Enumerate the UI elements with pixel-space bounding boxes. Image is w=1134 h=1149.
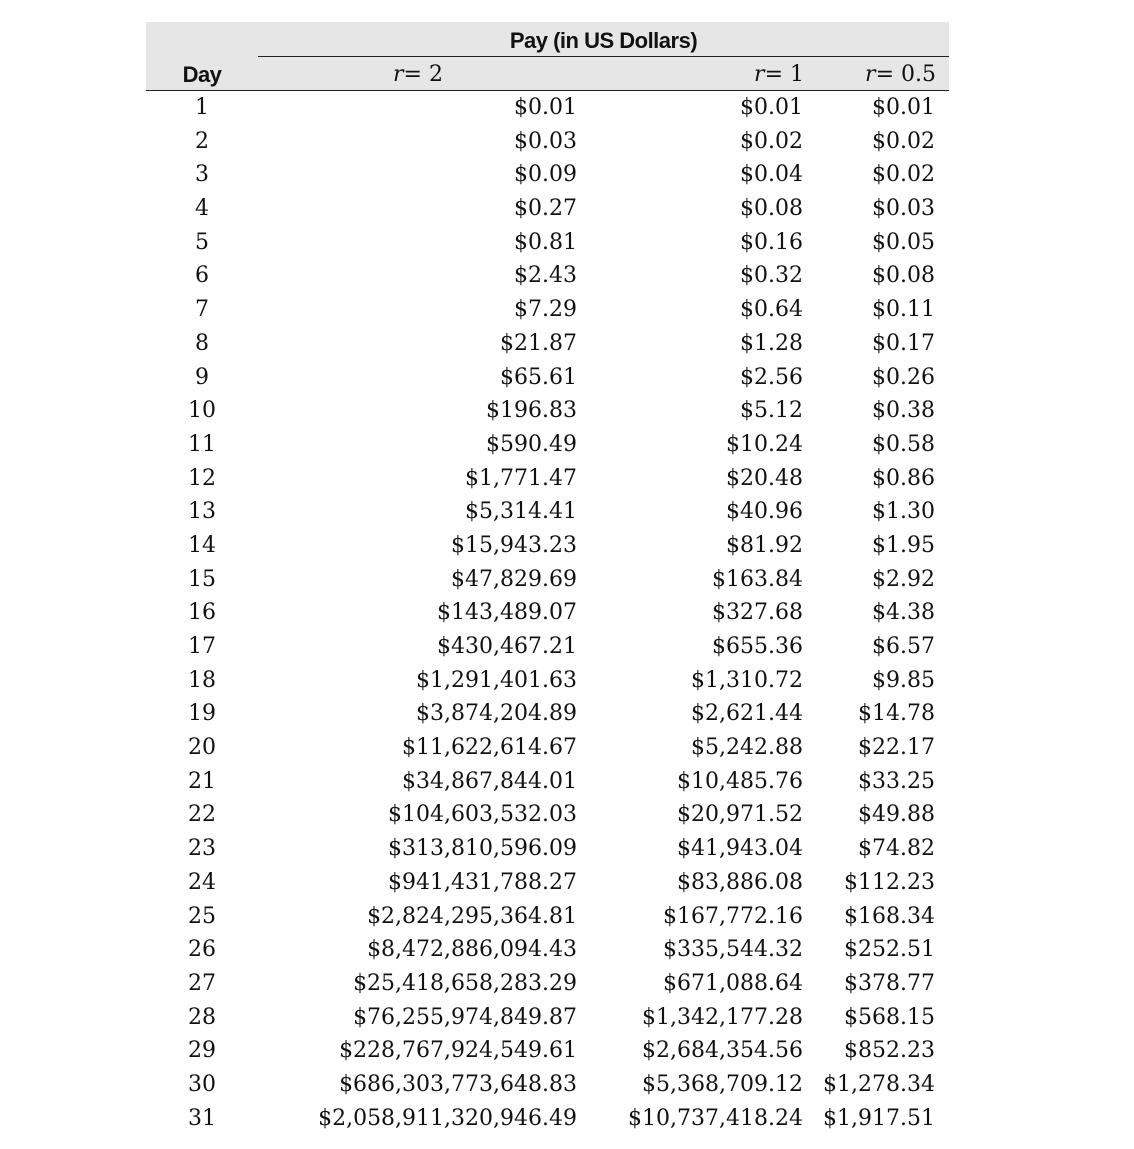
table-row bbox=[146, 664, 949, 698]
day-cell: 7 bbox=[195, 297, 209, 323]
day-cell: 15 bbox=[188, 566, 216, 592]
table-row bbox=[146, 1102, 949, 1136]
table-row bbox=[146, 967, 949, 1001]
day-cell: 10 bbox=[188, 398, 216, 424]
r05-pay-cell: $6.57 bbox=[872, 634, 935, 659]
r-value: = 0.5 bbox=[875, 62, 936, 87]
r2-pay-cell: $1,291,401.63 bbox=[416, 667, 577, 693]
r2-pay-cell: $3,874,204.89 bbox=[416, 701, 577, 727]
table-row bbox=[146, 529, 949, 563]
r05-pay-cell: $0.17 bbox=[872, 330, 935, 356]
r05-pay-cell: $49.88 bbox=[858, 802, 935, 828]
r1-pay-cell: $5.12 bbox=[740, 398, 803, 424]
table-row bbox=[146, 428, 949, 462]
r2-pay-cell: $313,810,596.09 bbox=[388, 836, 577, 862]
day-cell: 5 bbox=[195, 229, 209, 255]
table-row bbox=[146, 462, 949, 496]
r2-pay-cell: $0.03 bbox=[514, 128, 577, 154]
table-row bbox=[146, 1068, 949, 1102]
table-row bbox=[146, 495, 949, 529]
table-row bbox=[146, 832, 949, 866]
r2-pay-cell: $590.49 bbox=[486, 431, 577, 457]
r1-pay-cell: $81.92 bbox=[726, 532, 803, 558]
table-row bbox=[146, 394, 949, 428]
r05-pay-cell: $1,917.51 bbox=[823, 1105, 935, 1131]
r05-pay-cell: $4.38 bbox=[872, 600, 935, 626]
r05-pay-cell: $9.85 bbox=[872, 667, 935, 693]
r05-pay-cell: $74.82 bbox=[858, 836, 935, 862]
table-row bbox=[146, 697, 949, 731]
r2-pay-cell: $2.43 bbox=[514, 263, 577, 289]
day-cell: 6 bbox=[195, 263, 209, 289]
table-row bbox=[146, 361, 949, 395]
r2-pay-cell: $76,255,974,849.87 bbox=[353, 1004, 577, 1030]
day-cell: 8 bbox=[195, 330, 209, 356]
column-header-day: Day bbox=[182, 62, 222, 87]
day-cell: 27 bbox=[188, 970, 216, 996]
table-row bbox=[146, 158, 949, 192]
r1-pay-cell: $83,886.08 bbox=[677, 869, 803, 895]
r05-pay-cell: $1.30 bbox=[872, 499, 935, 525]
r05-pay-cell: $852.23 bbox=[844, 1038, 935, 1064]
day-cell: 31 bbox=[188, 1105, 216, 1131]
day-cell: 23 bbox=[188, 836, 216, 862]
table-row bbox=[146, 91, 949, 125]
table-row bbox=[146, 731, 949, 765]
r05-pay-cell: $568.15 bbox=[844, 1004, 935, 1030]
column-header-r2 bbox=[258, 62, 578, 87]
day-cell: 18 bbox=[188, 667, 216, 693]
table-header bbox=[146, 22, 949, 90]
r2-pay-cell: $11,622,614.67 bbox=[402, 735, 577, 761]
r2-pay-cell: $143,489.07 bbox=[437, 600, 577, 626]
table-row bbox=[146, 293, 949, 327]
r1-pay-cell: $20,971.52 bbox=[677, 802, 803, 828]
r2-pay-cell: $34,867,844.01 bbox=[402, 768, 577, 794]
r1-pay-cell: $0.01 bbox=[740, 95, 803, 120]
r2-pay-cell: $0.27 bbox=[514, 196, 577, 222]
day-cell: 16 bbox=[188, 600, 216, 626]
day-cell: 24 bbox=[188, 869, 216, 895]
day-cell: 13 bbox=[188, 499, 216, 525]
table-row bbox=[146, 1034, 949, 1068]
r2-pay-cell: $47,829.69 bbox=[451, 566, 577, 592]
r05-pay-cell: $112.23 bbox=[844, 869, 935, 895]
table-row bbox=[146, 563, 949, 597]
day-cell: 19 bbox=[188, 701, 216, 727]
r1-pay-cell: $10.24 bbox=[726, 431, 803, 457]
table-body bbox=[146, 91, 949, 1135]
day-cell: 29 bbox=[188, 1038, 216, 1064]
r1-pay-cell: $335,544.32 bbox=[663, 937, 803, 963]
r05-pay-cell: $378.77 bbox=[844, 970, 935, 996]
day-cell: 22 bbox=[188, 802, 216, 828]
day-cell: 20 bbox=[188, 735, 216, 761]
r1-pay-cell: $10,737,418.24 bbox=[628, 1105, 803, 1131]
day-cell: 11 bbox=[188, 431, 216, 457]
r05-pay-cell: $0.01 bbox=[872, 95, 935, 120]
table-row bbox=[146, 1001, 949, 1035]
r1-pay-cell: $163.84 bbox=[712, 566, 803, 592]
r05-pay-cell: $0.08 bbox=[872, 263, 935, 289]
r1-pay-cell: $1,342,177.28 bbox=[642, 1004, 803, 1030]
r05-pay-cell: $0.02 bbox=[872, 128, 935, 154]
r-value: = 1 bbox=[764, 62, 804, 87]
r2-pay-cell: $104,603,532.03 bbox=[388, 802, 577, 828]
r2-pay-cell: $228,767,924,549.61 bbox=[339, 1038, 577, 1064]
r05-pay-cell: $0.11 bbox=[872, 297, 935, 323]
day-cell: 1 bbox=[195, 95, 209, 120]
table-row bbox=[146, 192, 949, 226]
r05-pay-cell: $252.51 bbox=[844, 937, 935, 963]
r1-pay-cell: $41,943.04 bbox=[677, 836, 803, 862]
r2-pay-cell: $686,303,773,648.83 bbox=[339, 1071, 577, 1097]
r2-pay-cell: $8,472,886,094.43 bbox=[367, 937, 577, 963]
r1-pay-cell: $1,310.72 bbox=[691, 667, 803, 693]
day-cell: 3 bbox=[195, 162, 209, 188]
r1-pay-cell: $167,772.16 bbox=[663, 903, 803, 929]
group-header-title: Pay (in US Dollars) bbox=[509, 28, 698, 53]
r05-pay-cell: $0.05 bbox=[872, 229, 935, 255]
r05-pay-cell: $33.25 bbox=[858, 768, 935, 794]
table-row bbox=[146, 226, 949, 260]
r2-pay-cell: $2,824,295,364.81 bbox=[367, 903, 577, 929]
r05-pay-cell: $22.17 bbox=[858, 735, 935, 761]
day-cell: 21 bbox=[188, 768, 216, 794]
r1-pay-cell: $327.68 bbox=[712, 600, 803, 626]
r1-pay-cell: $0.64 bbox=[740, 297, 803, 323]
r1-pay-cell: $5,242.88 bbox=[691, 735, 803, 761]
r1-pay-cell: $0.08 bbox=[740, 196, 803, 222]
r1-pay-cell: $2,621.44 bbox=[691, 701, 803, 727]
day-cell: 4 bbox=[195, 196, 209, 222]
r2-pay-cell: $0.01 bbox=[514, 95, 577, 120]
r-symbol: r bbox=[865, 62, 876, 87]
r2-pay-cell: $941,431,788.27 bbox=[388, 869, 577, 895]
r1-pay-cell: $671,088.64 bbox=[663, 970, 803, 996]
r1-pay-cell: $1.28 bbox=[740, 330, 803, 356]
r2-pay-cell: $430,467.21 bbox=[437, 634, 577, 659]
r1-pay-cell: $655.36 bbox=[712, 634, 803, 659]
r1-pay-cell: $20.48 bbox=[726, 465, 803, 491]
r1-pay-cell: $40.96 bbox=[726, 499, 803, 525]
table-row bbox=[146, 327, 949, 361]
group-header-rule bbox=[258, 56, 949, 57]
day-cell: 9 bbox=[195, 364, 209, 390]
r2-pay-cell: $0.09 bbox=[514, 162, 577, 188]
r-value: = 2 bbox=[403, 62, 443, 87]
r1-pay-cell: $0.04 bbox=[740, 162, 803, 188]
day-cell: 17 bbox=[188, 634, 216, 659]
r2-pay-cell: $2,058,911,320,946.49 bbox=[318, 1105, 577, 1131]
table-row bbox=[146, 259, 949, 293]
table-row bbox=[146, 765, 949, 799]
r2-pay-cell: $25,418,658,283.29 bbox=[353, 970, 577, 996]
r2-pay-cell: $65.61 bbox=[500, 364, 577, 390]
day-cell: 2 bbox=[195, 128, 209, 154]
r1-pay-cell: $5,368,709.12 bbox=[642, 1071, 803, 1097]
table-row bbox=[146, 596, 949, 630]
r2-pay-cell: $1,771.47 bbox=[465, 465, 577, 491]
table-row bbox=[146, 630, 949, 664]
r2-pay-cell: $0.81 bbox=[514, 229, 577, 255]
r05-pay-cell: $0.38 bbox=[872, 398, 935, 424]
table-row bbox=[146, 866, 949, 900]
r05-pay-cell: $1,278.34 bbox=[823, 1071, 935, 1097]
day-cell: 25 bbox=[188, 903, 216, 929]
r1-pay-cell: $2.56 bbox=[740, 364, 803, 390]
r1-pay-cell: $10,485.76 bbox=[677, 768, 803, 794]
r05-pay-cell: $0.86 bbox=[872, 465, 935, 491]
r2-pay-cell: $5,314.41 bbox=[465, 499, 577, 525]
table-row bbox=[146, 798, 949, 832]
r2-pay-cell: $21.87 bbox=[500, 330, 577, 356]
r2-pay-cell: $7.29 bbox=[514, 297, 577, 323]
day-cell: 28 bbox=[188, 1004, 216, 1030]
r05-pay-cell: $0.03 bbox=[872, 196, 935, 222]
day-cell: 26 bbox=[188, 937, 216, 963]
day-cell: 12 bbox=[188, 465, 216, 491]
r1-pay-cell: $0.16 bbox=[740, 229, 803, 255]
r2-pay-cell: $15,943.23 bbox=[451, 532, 577, 558]
r1-pay-cell: $0.32 bbox=[740, 263, 803, 289]
r-symbol: r bbox=[393, 62, 404, 87]
r05-pay-cell: $1.95 bbox=[872, 532, 935, 558]
day-cell: 30 bbox=[188, 1071, 216, 1097]
r05-pay-cell: $0.26 bbox=[872, 364, 935, 390]
column-header-r05 bbox=[804, 62, 936, 87]
r-symbol: r bbox=[754, 62, 765, 87]
table-row bbox=[146, 900, 949, 934]
r05-pay-cell: $0.02 bbox=[872, 162, 935, 188]
r1-pay-cell: $2,684,354.56 bbox=[642, 1038, 803, 1064]
column-header-r1 bbox=[578, 62, 804, 87]
table-row bbox=[146, 933, 949, 967]
day-cell: 14 bbox=[188, 532, 216, 558]
r05-pay-cell: $0.58 bbox=[872, 431, 935, 457]
pay-table bbox=[146, 22, 949, 1135]
r05-pay-cell: $14.78 bbox=[858, 701, 935, 727]
r05-pay-cell: $2.92 bbox=[872, 566, 935, 592]
r1-pay-cell: $0.02 bbox=[740, 128, 803, 154]
table-row bbox=[146, 125, 949, 159]
r2-pay-cell: $196.83 bbox=[486, 398, 577, 424]
r05-pay-cell: $168.34 bbox=[844, 903, 935, 929]
